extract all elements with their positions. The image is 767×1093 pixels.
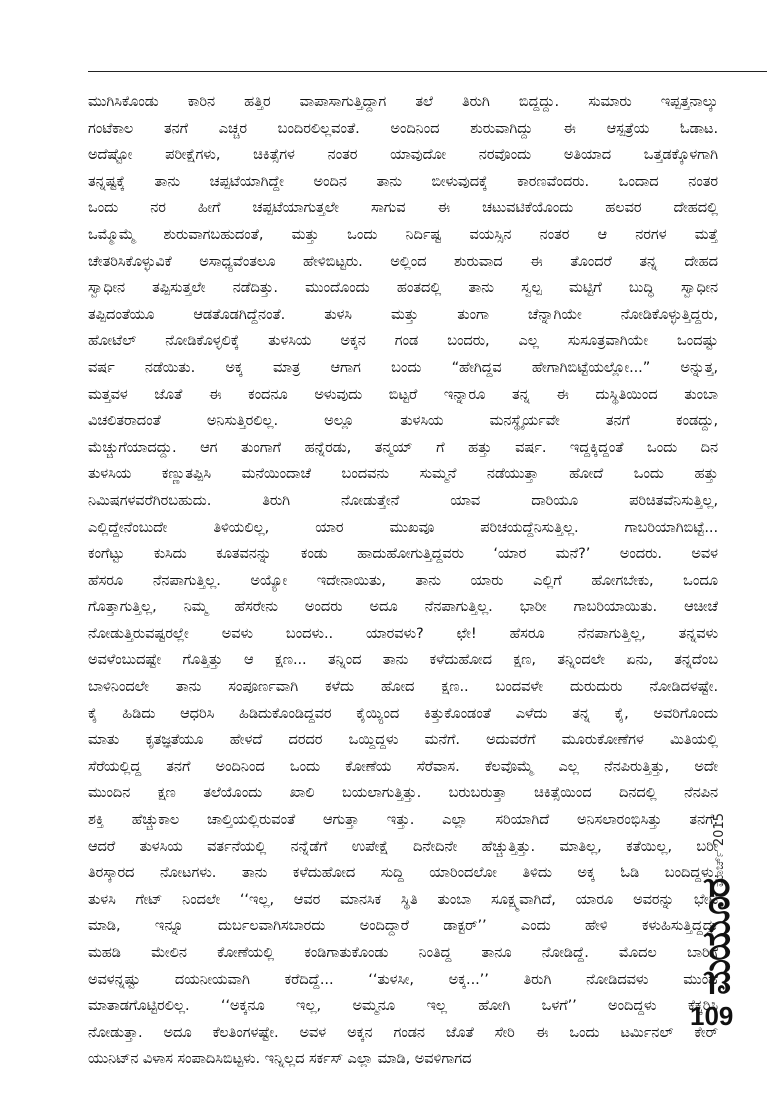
text-line: ಗೊತ್ತಾಗುತ್ತಿಲ್ಲ, ನಿಮ್ಮ ಹೆಸರೇನು ಅಂದರು ಅದೂ ನೆನಪಾಗುತ್ತಿಲ್ಲ. ಭಾರೀ ಗಾಬರಿಯಾಯಿತು. ಆಚೀಚೆ [88,598,718,616]
text-line: ಮತ್ತವಳ ಜೊತೆ ಈ ಕಂದನೂ ಅಳುವುದು ಬಿಟ್ಟರೆ ಇನ್ನಾರೂ ತನ್ನ ಈ ದುಸ್ಥಿತಿಯಿಂದ ತುಂಬಾ [88,385,718,403]
text-line: ತಪ್ಪಿದಂತೆಯೂ ಆಡತೊಡಗಿದ್ದೆನಂತೆ. ತುಳಸಿ ಮತ್ತು ತುಂಗಾ ಚೆನ್ನಾಗಿಯೇ ನೋಡಿಕೊಳ್ಳುತ್ತಿದ್ದರು, [88,305,718,323]
text-line: ಹೋಟೆಲ್ ನೋಡಿಕೊಳ್ಳಲಿಕ್ಕೆ ತುಳಸಿಯ ಅಕ್ಕನ ಗಂಡ ಬಂದರು, ಎಲ್ಲ ಸುಸೂತ್ರವಾಗಿಯೇ ಒಂದಷ್ಟು [88,332,718,350]
magazine-logo: ಮಯೂರ [694,879,738,995]
text-line: ತುಳಸಿಯ ಕಣ್ಣುತಪ್ಪಿಸಿ ಮನೆಯಿಂದಾಚೆ ಬಂದವನು ಸುಮ್ಮನೆ ನಡೆಯುತ್ತಾ ಹೋದೆ ಒಂದು ಹತ್ತು [88,465,718,483]
text-line: ತುಳಸಿ ಗೇಟ್ ನಿಂದಲೇ ‘‘ಇಲ್ಲ, ಆವರ ಮಾನಸಿಕ ಸ್ಥಿತಿ ತುಂಬಾ ಸೂಕ್ಷ್ಮವಾಗಿದೆ, ಯಾರೂ ಅವರನ್ನು ಭೇಟಿ [88,890,718,908]
text-line: ಮಾತಾಡಗೊಟ್ಟಿರಲಿಲ್ಲ. ‘‘ಅಕ್ಕನೂ ಇಲ್ಲ, ಅಮ್ಮನೂ ಇಲ್ಲ ಹೋಗಿ ಒಳಗೆ’’ ಅಂದಿದ್ದಳು ಕೆಕ್ಕರಿಸಿ [88,997,718,1015]
text-line: ಮಾಡಿ, ಇನ್ನೂ ದುರ್ಬಲವಾಗಿಸಬಾರದು ಅಂದಿದ್ದಾರೆ ಡಾಕ್ಟರ್’’ ಎಂದು ಹೇಳಿ ಕಳುಹಿಸುತ್ತಿದ್ದದ್ದು [88,917,718,935]
text-line: ನೋಡುತ್ತಿರುವಷ್ಟರಲ್ಲೇ ಅವಳು ಬಂದಳು.. ಯಾರವಳು? ಛೇ! ಹೆಸರೂ ನೆನಪಾಗುತ್ತಿಲ್ಲ, ತನ್ನವಳು [88,624,718,642]
text-line: ನಿಮಿಷಗಳವರೆಗಿರಬಹುದು. ತಿರುಗಿ ನೋಡುತ್ತೇನೆ ಯಾವ ದಾರಿಯೂ ಪರಿಚಿತವೆನಿಸುತ್ತಿಲ್ಲ, [88,491,718,509]
article-body [88,89,718,1073]
text-line: ಅದೆಷ್ಟೋ ಪರೀಕ್ಷೆಗಳು, ಚಿಕಿತ್ಸೆಗಳ ನಂತರ ಯಾವುದೋ ನರವೊಂದು ಅತಿಯಾದ ಒತ್ತಡಕ್ಕೊಳಗಾಗಿ [88,146,718,164]
text-line: ಸ್ವಾಧೀನ ತಪ್ಪಿಸುತ್ತಲೇ ನಡೆದಿತ್ತು. ಮುಂದೊಂದು ಹಂತದಲ್ಲಿ ತಾನು ಸ್ವಲ್ಪ ಮಟ್ಟಿಗೆ ಬುದ್ಧಿ ಸ್ವಾಧೀನ [88,279,718,297]
text-line: ಯುನಿಟ್‌ನ ವಿಳಾಸ ಸಂಪಾದಿಸಿಬಿಟ್ಟಳು. ಇನ್ನಿಲ್ಲದ ಸರ್ಕಸ್ ಎಲ್ಲಾ ಮಾಡಿ, ಅವಳಿಗಾಗದ [88,1050,472,1068]
page-number: 109 [690,1001,734,1031]
magazine-sidebar [690,795,742,995]
text-line: ಬಾಳಿನಿಂದಲೇ ತಾನು ಸಂಪೂರ್ಣವಾಗಿ ಕಳೆದು ಹೋದ ಕ್ಷಣ.. ಬಂದವಳೇ ದುರುದುರು ನೋಡಿದಳಷ್ಟೇ. [88,678,718,696]
text-line: ಸೆರೆಯಲ್ಲಿದ್ದ ತನಗೆ ಅಂದಿನಿಂದ ಒಂದು ಕೋಣೆಯ ಸೆರೆವಾಸ. ಕೆಲವೊಮ್ಮೆ ಎಲ್ಲ ನೆನಪಿರುತ್ತಿತ್ತು, ಅದೇ [88,757,718,775]
text-line: ಅವಳೆಂಬುದಷ್ಟೇ ಗೊತ್ತಿತ್ತು ಆ ಕ್ಷಣ... ತನ್ನಿಂದ ತಾನು ಕಳೆದುಹೋದ ಕ್ಷಣ, ತನ್ನಿಂದಲೇ ಏನು, ತನ್ನದೆಂಬ [88,651,718,669]
text-line: ಒಂದು ನರ ಹೀಗೆ ಚಪ್ಪಟೆಯಾಗುತ್ತಲೇ ಸಾಗುವ ಈ ಚಟುವಟಿಕೆಯೊಂದು ಹಲವರ ದೇಹದಲ್ಲಿ [88,199,718,217]
text-line: ಮುಂದಿನ ಕ್ಷಣ ತಲೆಯೊಂದು ಖಾಲಿ ಬಯಲಾಗುತ್ತಿತ್ತು. ಬರುಬರುತ್ತಾ ಚಿಕಿತ್ಸೆಯಿಂದ ದಿನದಲ್ಲಿ ನೆನಪಿನ [88,784,718,802]
text-line: ಮಾತು ಕೃತಜ್ಞತೆಯೂ ಹೇಳದೆ ದರದರ ಒಯ್ದಿದ್ದಳು ಮನೆಗೆ. ಅದುವರೆಗೆ ಮೂರುಕೋಣೆಗಳ ಮಿತಿಯಲ್ಲಿ [88,731,718,749]
text-line: ತಿರಸ್ಕಾರದ ನೋಟಗಳು. ತಾನು ಕಳೆದುಹೋದ ಸುದ್ದಿ ಯಾರಿಂದಲೋ ತಿಳಿದು ಅಕ್ಕ ಓಡಿ ಬಂದಿದ್ದಳು. [88,864,718,882]
text-line: ಚೇತರಿಸಿಕೊಳ್ಳುವಿಕೆ ಅಸಾಧ್ಯವೆಂತಲೂ ಹೇಳಿಬಿಟ್ಟರು. ಅಲ್ಲಿಂದ ಶುರುವಾದ ಈ ತೊಂದರೆ ತನ್ನ ದೇಹದ [88,252,718,270]
text-line: ಹೆಸರೂ ನೆನಪಾಗುತ್ತಿಲ್ಲ. ಅಯ್ಯೋ ಇದೇನಾಯಿತು, ತಾನು ಯಾರು ಎಲ್ಲಿಗೆ ಹೋಗಬೇಕು, ಒಂದೂ [88,571,718,589]
text-line: ವಿಚಲಿತರಾದಂತೆ ಅನಿಸುತ್ತಿರಲಿಲ್ಲ. ಅಲ್ಲೂ ತುಳಸಿಯ ಮನಸ್ಥೈರ್ಯವೇ ತನಗೆ ಕಂಡದ್ದು, [88,412,718,430]
text-line: ಮೆಚ್ಚುಗೆಯಾದದ್ದು. ಆಗ ತುಂಗಾಗೆ ಹನ್ನೆರಡು, ತನ್ಮಯ್ ಗೆ ಹತ್ತು ವರ್ಷ. ಇದ್ದಕ್ಕಿದ್ದಂತೆ ಒಂದು ದಿನ [88,438,718,456]
text-line: ಎಲ್ಲಿದ್ದೇನೆಂಬುದೇ ತಿಳಿಯಲಿಲ್ಲ, ಯಾರ ಮುಖವೂ ಪರಿಚಯದ್ದೆನಿಸುತ್ತಿಲ್ಲ. ಗಾಬರಿಯಾಗಿಬಿಟ್ಟೆ... [88,518,718,536]
text-line: ವರ್ಷ ನಡೆಯಿತು. ಅಕ್ಕ ಮಾತ್ರ ಆಗಾಗ ಬಂದು “ಹೇಗಿದ್ದವ ಹೇಗಾಗಿಬಿಟ್ಟೆಯಲ್ಲೋ...” ಅನ್ನುತ್ತ, [88,358,718,376]
top-rule [88,71,767,72]
text-line: ಒಮ್ಮೊಮ್ಮೆ ಶುರುವಾಗಬಹುದಂತೆ, ಮತ್ತು ಒಂದು ನಿರ್ದಿಷ್ಟ ವಯಸ್ಸಿನ ನಂತರ ಆ ನರಗಳ ಮತ್ತೆ [88,225,718,243]
text-line: ಕೈ ಹಿಡಿದು ಆಧರಿಸಿ ಹಿಡಿದುಕೊಂಡಿದ್ದವರ ಕೈಯ್ಯಿಂದ ಕಿತ್ತುಕೊಂಡಂತೆ ಎಳೆದು ತನ್ನ ಕೈ, ಅವರಿಗೊಂದು [88,704,718,722]
text-line: ಶಕ್ತಿ ಹೆಚ್ಚುಕಾಲ ಚಾಲ್ತಿಯಲ್ಲಿರುವಂತೆ ಆಗುತ್ತಾ ಇತ್ತು. ಎಲ್ಲಾ ಸರಿಯಾಗಿದೆ ಅನಿಸಲಾರಂಭಿಸಿತ್ತು ತನಗೆ. [88,811,718,829]
issue-month: ಮಾರ್ಚ್ 2015 [712,813,727,887]
text-line: ಅವಳನ್ನಷ್ಟು ದಯನೀಯವಾಗಿ ಕರೆದಿದ್ದೆ... ‘‘ತುಳಸೀ, ಅಕ್ಕ...’’ ತಿರುಗಿ ನೋಡಿದವಳು ಮುಂದೆ [88,970,718,988]
text-line: ನೋಡುತ್ತಾ. ಅದೂ ಕೆಲತಿಂಗಳಷ್ಟೇ. ಅವಳ ಅಕ್ಕನ ಗಂಡನ ಜೊತೆ ಸೇರಿ ಈ ಒಂದು ಟರ್ಮಿನಲ್ ಕೇರ್ [88,1023,718,1041]
text-line: ಮುಗಿಸಿಕೊಂಡು ಕಾರಿನ ಹತ್ತಿರ ವಾಪಾಸಾಗುತ್ತಿದ್ದಾಗ ತಲೆ ತಿರುಗಿ ಬಿದ್ದದ್ದು. ಸುಮಾರು ಇಪ್ಪತ್ತನಾಲ್ಕು [88,93,718,110]
text-line: ಆದರೆ ತುಳಸಿಯ ವರ್ತನೆಯಲ್ಲಿ ನನ್ನೆಡೆಗೆ ಉಪೇಕ್ಷೆ ದಿನೇದಿನೇ ಹೆಚ್ಚುತ್ತಿತ್ತು. ಮಾತಿಲ್ಲ, ಕತೆಯಿಲ್ಲ, ಬರೀ [88,837,718,855]
text-line: ಕಂಗೆಟ್ಟು ಕುಸಿದು ಕೂತವನನ್ನು ಕಂಡು ಹಾದುಹೋಗುತ್ತಿದ್ದವರು ‘ಯಾರ ಮನೆ?’ ಅಂದರು. ಅವಳ [88,545,718,563]
text-line: ಮಹಡಿ ಮೇಲಿನ ಕೋಣೆಯಲ್ಲಿ ಕಂಡಿಗಾತುಕೊಂಡು ನಿಂತಿದ್ದ ತಾನೂ ನೋಡಿದ್ದೆ. ಮೊದಲ ಬಾರಿಗೆ [88,944,718,961]
text-line: ಗಂಟೆಕಾಲ ತನಗೆ ಎಚ್ಚರ ಬಂದಿರಲಿಲ್ಲವಂತೆ. ಅಂದಿನಿಂದ ಶುರುವಾಗಿದ್ದು ಈ ಆಸ್ಪತ್ರೆಯ ಓಡಾಟ. [88,119,718,137]
text-line: ತನ್ನಷ್ಟಕ್ಕೆ ತಾನು ಚಪ್ಪಟೆಯಾಗಿದ್ದೇ ಅಂದಿನ ತಾನು ಬೀಳುವುದಕ್ಕೆ ಕಾರಣವೆಂದರು. ಒಂದಾದ ನಂತರ [88,172,718,190]
